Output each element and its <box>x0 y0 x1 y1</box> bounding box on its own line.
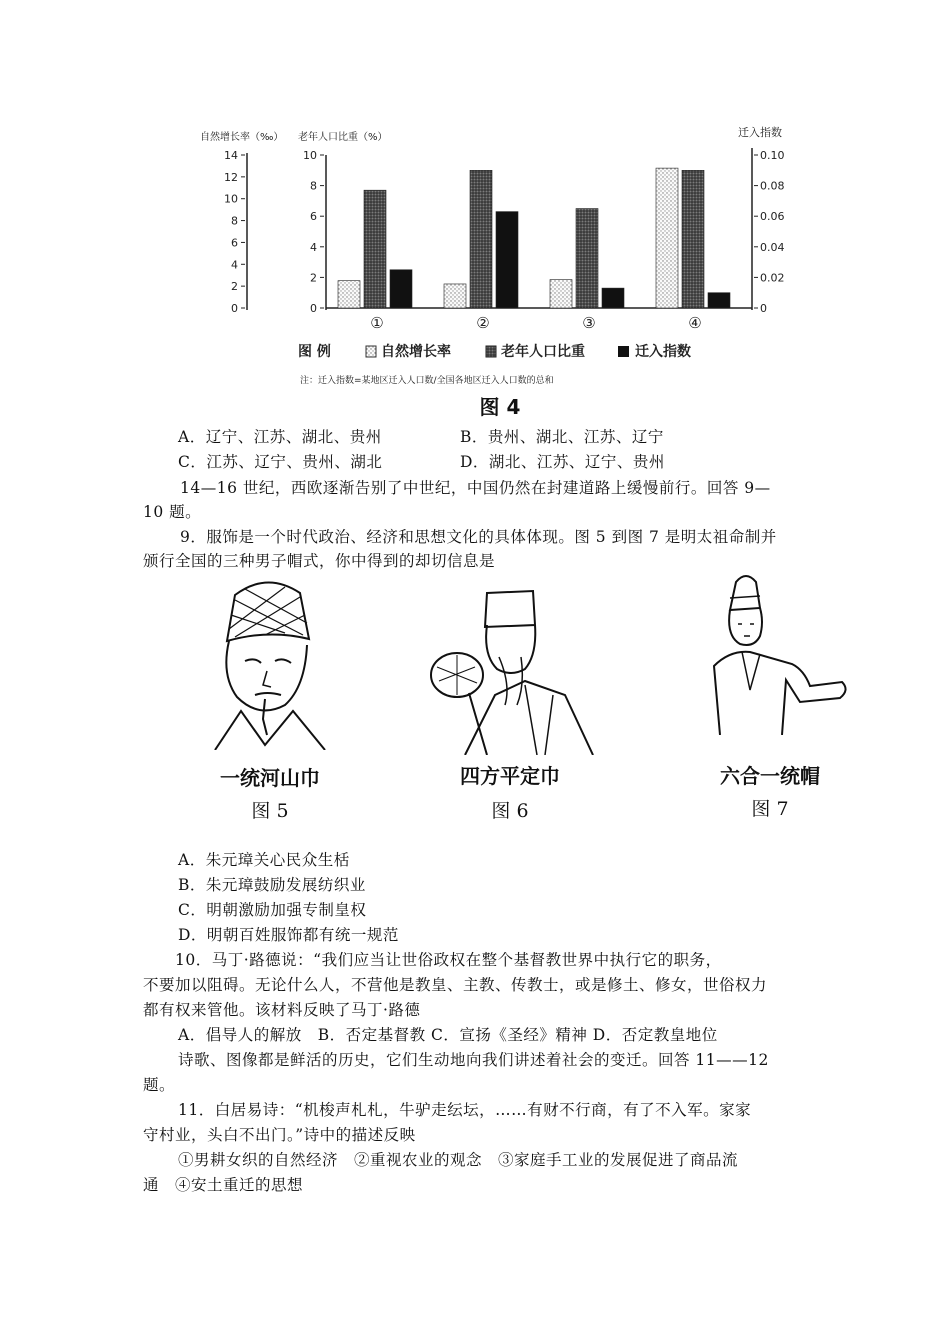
legend-migration: 迁入指数 <box>635 344 691 360</box>
elderly-axis-tick: 2 <box>310 271 317 285</box>
q8-option-a: A．辽宁、江苏、湖北、贵州 <box>178 428 382 446</box>
chart-note: 注：迁入指数=某地区迁入人口数/全国各地区迁入人口数的总和 <box>300 376 554 386</box>
legend-swatch-growth <box>366 346 376 357</box>
intro-11-12-line2: 题。 <box>143 1076 176 1094</box>
bar-group <box>338 168 730 308</box>
growth-axis-tick: 12 <box>224 170 238 184</box>
right-axis-label: 迁入指数 <box>738 126 782 139</box>
left-axis-1-label: 自然增长率（‰） <box>200 132 284 143</box>
figure-5-name: 一统河山巾 <box>220 766 320 790</box>
left-axis-2-label: 老年人口比重（%） <box>298 132 388 143</box>
growth-axis-tick: 0 <box>231 302 238 315</box>
growth-axis-tick: 6 <box>231 236 238 250</box>
figure-6-portrait <box>425 585 600 755</box>
legend-title: 图 例 <box>298 344 331 360</box>
bar-growth-2 <box>444 284 466 308</box>
legend-elderly: 老年人口比重 <box>501 344 585 360</box>
left-axis-2-ticks <box>303 149 324 315</box>
right-axis-ticks <box>754 149 785 315</box>
legend-swatch-elderly <box>486 346 496 357</box>
figure-7-portrait <box>700 570 855 735</box>
left-axis-1-ticks <box>224 149 245 315</box>
figure-7-caption: 图 7 <box>751 798 789 820</box>
bar-growth-3 <box>550 280 572 308</box>
q9-option-d: D．明朝百姓服饰都有统一规范 <box>178 926 399 944</box>
figure-6-name: 四方平定巾 <box>460 764 560 788</box>
migration-axis-tick: 0.08 <box>760 179 785 193</box>
q9-stem-line1: 9．服饰是一个时代政治、经济和思想文化的具体体现。图 5 到图 7 是明太祖命制并 <box>180 528 777 546</box>
growth-axis-tick: 14 <box>224 149 238 162</box>
legend-growth: 自然增长率 <box>381 344 451 360</box>
category-label: ② <box>476 314 490 332</box>
growth-axis-tick: 8 <box>231 214 238 228</box>
bar-migration-2 <box>496 212 518 308</box>
bar-elderly-4 <box>682 170 704 308</box>
q9-option-c: C．明朝激励加强专制皇权 <box>178 901 367 919</box>
q10-stem-line2: 不要加以阻碍。无论什么人，不营他是教皇、主教、传教士，或是修土、修女，世俗权力 <box>143 976 768 994</box>
intro-9-10-line2: 10 题。 <box>143 503 202 521</box>
q9-option-a: A．朱元璋关心民众生栝 <box>178 851 350 869</box>
bar-growth-4 <box>656 168 678 308</box>
intro-11-12-line1: 诗歌、图像都是鲜活的历史，它们生动地向我们讲述着社会的变迁。回答 11——12 <box>178 1051 769 1069</box>
growth-axis-tick: 10 <box>224 192 238 206</box>
q9-stem-line2: 颁行全国的三种男子帽式，你中得到的却切信息是 <box>143 552 496 570</box>
category-label: ① <box>370 314 384 332</box>
bar-migration-1 <box>390 270 412 308</box>
category-label: ③ <box>582 314 596 332</box>
growth-axis-tick: 4 <box>231 258 238 272</box>
q11-stem-line1: 11．白居易诗：“机梭声札札，牛驴走纭坛，……有财不行商，有了不入军。家家 <box>178 1101 752 1119</box>
migration-axis-tick: 0.10 <box>760 149 785 162</box>
bar-elderly-1 <box>364 190 386 308</box>
q10-stem-line1: 10．马丁·路德说：“我们应当让世俗政权在整个基督教世界中执行它的职务， <box>175 951 722 969</box>
q11-stem-line2: 守村业，头白不出门。”诗中的描述反映 <box>143 1126 416 1144</box>
figure-5-portrait <box>205 575 335 750</box>
elderly-axis-tick: 4 <box>310 240 317 254</box>
population-chart <box>190 120 810 420</box>
elderly-axis-tick: 8 <box>310 179 317 193</box>
q9-option-b: B．朱元璋鼓励发展纺织业 <box>178 876 366 894</box>
q8-option-b: B．贵州、湖北、江苏、辽宁 <box>460 428 664 446</box>
q11-items-line1: ①男耕女织的自然经济 ②重视农业的观念 ③家庭手工业的发展促进了商品流 <box>178 1151 739 1169</box>
category-labels <box>370 314 701 332</box>
elderly-axis-tick: 0 <box>310 302 317 315</box>
bar-migration-4 <box>708 293 730 308</box>
bar-migration-3 <box>602 288 624 308</box>
figure-5-caption: 图 5 <box>251 800 289 822</box>
migration-axis-tick: 0 <box>760 302 767 315</box>
q8-option-c: C．江苏、辽宁、贵州、湖北 <box>178 453 383 471</box>
legend-swatch-migration <box>618 346 629 357</box>
bar-elderly-3 <box>576 209 598 308</box>
bar-growth-1 <box>338 281 360 308</box>
growth-axis-tick: 2 <box>231 280 238 294</box>
intro-9-10-line1: 14—16 世纪，西欧逐渐告别了中世纪，中国仍然在封建道路上缓慢前行。回答 9— <box>180 479 771 497</box>
category-label: ④ <box>688 314 702 332</box>
q10-stem-line3: 都有权来管他。该材料反映了马丁·路德 <box>143 1001 421 1019</box>
bar-elderly-2 <box>470 170 492 308</box>
figure-4-caption: 图 4 <box>479 395 521 419</box>
q10-options: A．倡导人的解放 B．否定基督教 C．宣扬《圣经》精神 D．否定教皇地位 <box>178 1026 718 1044</box>
elderly-axis-tick: 6 <box>310 210 317 224</box>
migration-axis-tick: 0.06 <box>760 210 785 224</box>
figure-7-name: 六合一统帽 <box>720 764 820 788</box>
q8-option-d: D．湖北、江苏、辽宁、贵州 <box>460 453 665 471</box>
migration-axis-tick: 0.04 <box>760 240 785 254</box>
figure-6-caption: 图 6 <box>491 800 529 822</box>
q11-items-line2: 通 ④安土重迁的思想 <box>143 1176 304 1194</box>
elderly-axis-tick: 10 <box>303 149 317 162</box>
migration-axis-tick: 0.02 <box>760 271 785 285</box>
